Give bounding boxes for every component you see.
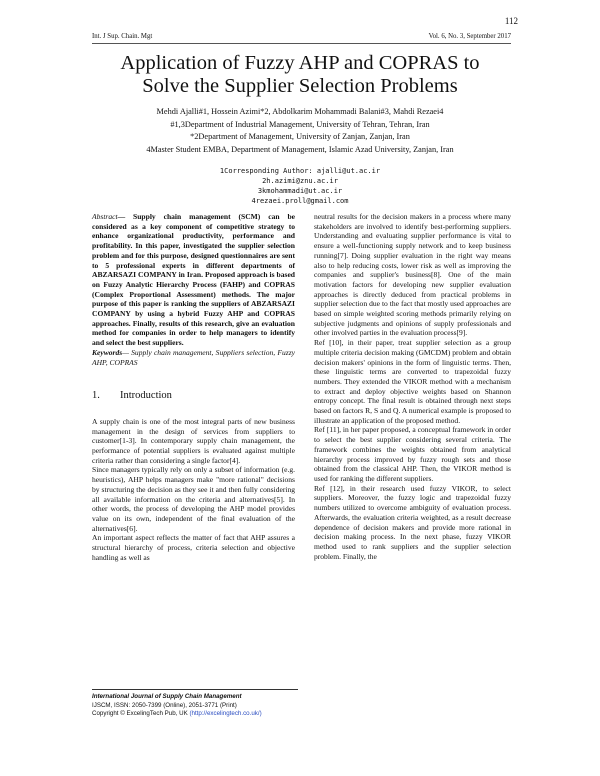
right-paragraph-4: Ref [12], in their research used fuzzy VIKOR, to select suppliers. Moreover, the fuzzy logic and trapezoidal fuzzy numbers utilized to overcome ambiguity of evaluation process. Afterwards, the evaluation criteria weighted, as a result decrease dependence of decision makers and provide more rational in decision making process. In the next phase, fuzzy VIKOR method used to rank suppliers and the supplier selection problem. Finally, the: [314, 483, 511, 561]
abstract-text: — Supply chain management (SCM) can be considered as a key component of competitive strategy to enhance organizational productivity, performance and profitability. In this paper, investigated the supplier selection problem and for this purpose, designed questionnaires are sent to 5 professional experts in different departments of ABZARSAZI COMPANY in Iran. Proposed approach is based on Fuzzy Analytic Hierarchy Process (FAHP) and COPRAS (Complex Proportional Assessment) methods. The major purpose of this paper is ranking the suppliers of ABZARSAZI COMPANY by using a hybrid Fuzzy AHP and COPRAS approaches. Finally, results of this research, give an evaluation method for companies in order to help managers to identify and select the best suppliers.: [92, 212, 295, 348]
footnote-issn: IJSCM, ISSN: 2050-7399 (Online), 2051-3771 (Print): [92, 701, 237, 709]
title-line-1: Application of Fuzzy AHP and COPRAS to: [120, 52, 480, 74]
running-header-journal: Int. J Sup. Chain. Mgt: [92, 33, 153, 40]
right-paragraph-2: Ref [10], in their paper, treat supplier selection as a group multiple criteria decision making (GMCDM) problem and obtain decision makers' opinions in the form of linguistic terms. Then, these linguistic terms are converted to trapezoidal fuzzy numbers. They extended the VIKOR method with a mechanism to extract and deploy objective weights based on Shannon entropy concept. The final result is obtained through next steps based on factors R, S and Q. A numerical example is proposed to illustrate an application of the proposed method.: [314, 338, 511, 425]
right-paragraph-3: Ref [11], in her paper proposed, a conceptual framework in order to select the best supplier considering several criteria. The framework combines the weights obtained from analytical hierarchy process improved by fuzzy rough sets and those obtained from the classical AHP. Then, the VIKOR method is used for ranking the different suppliers.: [314, 425, 511, 483]
footnote-copyright: Copyright © ExcelingTech Pub, UK: [92, 710, 188, 718]
abstract-label: Abstract: [92, 212, 118, 221]
affiliation-1: #1,3Department of Industrial Management, University of Tehran, Tehran, Iran: [170, 119, 430, 129]
corresponding-author: 1Corresponding Author: ajalli@ut.ac.ir: [219, 167, 381, 175]
title-line-2: Solve the Supplier Selection Problems: [142, 75, 458, 97]
journal-footnote: [92, 689, 298, 719]
email-block: [200, 166, 400, 206]
section-title: Introduction: [120, 390, 172, 402]
paper-title: [70, 52, 530, 98]
author-names: Mehdi Ajalli#1, Hossein Azimi*2, Abdolkarim Mohammadi Balani#3, Mahdi Rezaei4: [156, 107, 444, 116]
right-paragraph-1: neutral results for the decision makers in a process where many stakeholders are involved to identify best-performing suppliers. Understanding and evaluating supplier performance is vital to ensure a well-functioning supply network and to keep business running[7]. Doing supplier evaluation in the right way means also to help reducing costs, lower risk as well as improving the companies and supplier's business[8]. One of the main motivation factors for developing new supplier evaluation approaches is directly deduced from practical problems in supplier selection due to the fact that mostly used approaches are based on simple weighted scoring methods primarily relying on subjective judgments and opinions of supply professionals and other involved parties in the evaluation process[9].: [314, 212, 511, 338]
footnote-rule: [92, 689, 298, 690]
section-number: 1.: [92, 390, 100, 402]
intro-paragraph-2: Since managers typically rely on only a subset of information (e.g. heuristics), AHP helps managers make "more rational" decisions by structuring the decision as they see it and then fully considering all available information on the criteria and alternatives[5]. In other words, the process of developing the AHP model provides value on its own, independent of the final evaluation of the alternatives[6].: [92, 465, 295, 533]
footnote-url-link[interactable]: (http://excelingtech.co.uk/): [189, 710, 262, 718]
page-number: 112: [504, 16, 518, 26]
footnote-journal: International Journal of Supply Chain Management: [92, 693, 242, 700]
email-3[interactable]: 3kmohammadi@ut.ac.ir: [257, 187, 343, 195]
affiliation-2: *2Department of Management, University of Zanjan, Zanjan, Iran: [190, 132, 410, 141]
affiliation-3: 4Master Student EMBA, Department of Management, Islamic Azad University, Zanjan, Iran: [146, 144, 454, 154]
keywords: [92, 348, 295, 367]
abstract: [92, 212, 295, 348]
author-block: [70, 106, 530, 156]
email-4[interactable]: 4rezaei.proll@gmail.com: [251, 197, 349, 205]
header-rule: [92, 43, 511, 44]
right-column: [314, 212, 511, 561]
email-2[interactable]: 2h.azimi@znu.ac.ir: [262, 177, 338, 185]
left-column: [92, 212, 295, 563]
keywords-text: — Supply chain management, Suppliers selection, Fuzzy AHP, COPRAS: [92, 347, 295, 367]
running-header-volume: Vol. 6, No. 3, September 2017: [428, 33, 511, 40]
keywords-label: Keywords: [92, 347, 123, 357]
intro-paragraph-1: A supply chain is one of the most integral parts of new business management in the design of services from suppliers to customer[1-3]. In contemporary supply chain management, the performance of potential suppliers is evaluated against multiple criteria rather than considering a single factor[4].: [92, 416, 295, 465]
section-heading-introduction: [92, 391, 295, 401]
intro-paragraph-3: An important aspect reflects the matter of fact that AHP assures a structural hierarchy of process, criteria selection and objective handling as well as: [92, 533, 295, 562]
